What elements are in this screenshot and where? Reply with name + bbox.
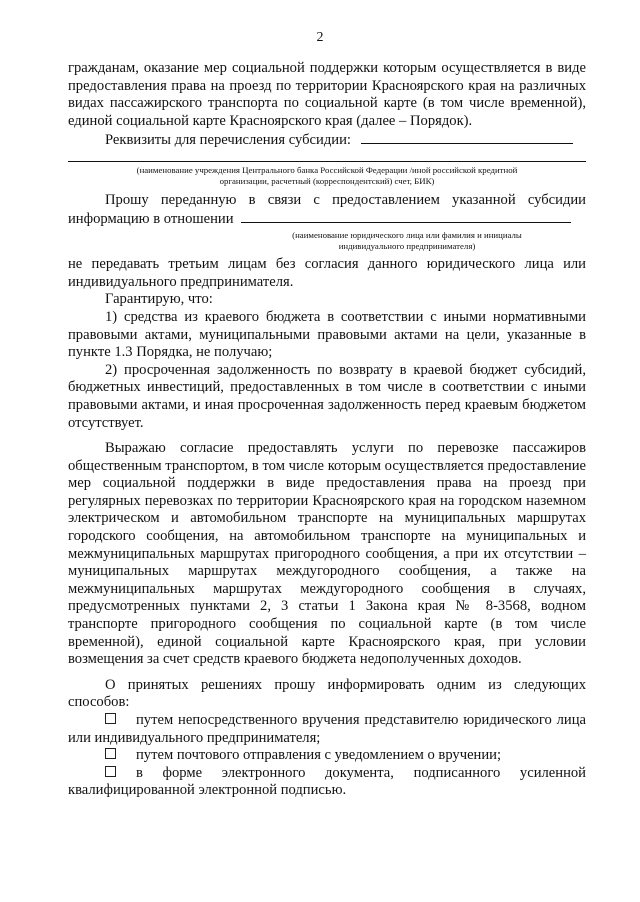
inform-paragraph: О принятых решениях прошу информировать одним из следующих способов: [68,676,586,711]
intro-paragraph: гражданам, оказание мер социальной поддержки которым осуществляется в виде предоставления права на проезд по территории Красноярского края на различных видах пассажирского транспорта по социальной карте (в том числе временной), единой социальной карте Красноярского края (далее – Порядок). [68,60,586,129]
requisites-full-line[interactable] [68,161,586,162]
option-item [68,712,586,747]
request-caption-2: индивидуального предпринимателя) [338,241,476,252]
consent-paragraph: Выражаю согласие предоставлять услуги по перевозке пассажиров общественным транспортом, в том числе которым осуществляется предоставление мер социальной поддержки в виде предоставления права на проезд при регулярных перевозках по территории Красноярского края на городском наземном электрическом и автомобильном транспорте на муниципальных маршрутах городского сообщения, на автомобильном транспорте на муниципальных и межмуниципальных маршрутах пригородного сообщения, а при их отсутствии – муниципальных маршрутах междугородного сообщения, а также на межмуниципальных маршрутах междугородного сообщения в случаях, предусмотренных пунктами 2, 3 статьи 1 Закона края № 8-3568, водном транспорте пригородного сообщения по социальной карте (в том числе временной), единой социальной карте Красноярского края, при условии возмещения за счет средств краевого бюджета недополученных доходов. [68,440,586,668]
requisites-label: Реквизиты для перечисления субсидии: [105,132,351,149]
option-checkbox[interactable] [105,713,116,724]
requisites-line [68,131,586,150]
option-label: в форме электронного документа, подписанного усиленной квалифицированной электронной подписью. [68,764,586,799]
document-body [68,60,586,800]
option-checkbox[interactable] [105,748,116,759]
option-checkbox[interactable] [105,766,116,777]
guarantee-item-2: 2) просроченная задолженность по возврату в краевой бюджет субсидий, бюджетных инвестиций, предоставленных в том числе в соответствии с иными правовыми актами, и иная просроченная задолженность перед краевым бюджетом отсутствует. [68,361,586,431]
option-item [68,765,586,800]
option-label: путем почтового отправления с уведомлением о вручении; [136,747,502,764]
option-item [68,747,586,765]
request-caption-1: (наименование юридического лица или фамилия и инициалы [292,230,522,241]
requisites-input-line[interactable] [361,131,573,144]
option-label: путем непосредственного вручения представителю юридического лица или индивидуального предпринимателя; [68,712,586,746]
guarantee-item-1: 1) средства из краевого бюджета в соответствии с иными нормативными правовыми актами, муниципальными правовыми актами на цели, указанные в пункте 1.3 Порядка, не получаю; [68,308,586,361]
request-caption [68,230,586,252]
guarantee-label: Гарантирую, что: [105,291,213,308]
requisites-caption-2: организации, расчетный (корреспондентский) счет, БИК) [219,175,435,186]
page-number: 2 [316,30,324,45]
requisites-caption [68,165,586,187]
request-line-1: Прошу переданную в связи с предоставлением указанной субсидии [105,191,586,208]
request-label: информацию в отношении [68,210,234,227]
request-line-2 [68,210,586,229]
request-continue: не передавать третьим лицам без согласия данного юридического лица или индивидуального предпринимателя. [68,256,586,290]
request-input-line[interactable] [241,210,571,223]
requisites-caption-1: (наименование учреждения Центрального банка Российской Федерации /иной российской кредитной [136,164,518,175]
